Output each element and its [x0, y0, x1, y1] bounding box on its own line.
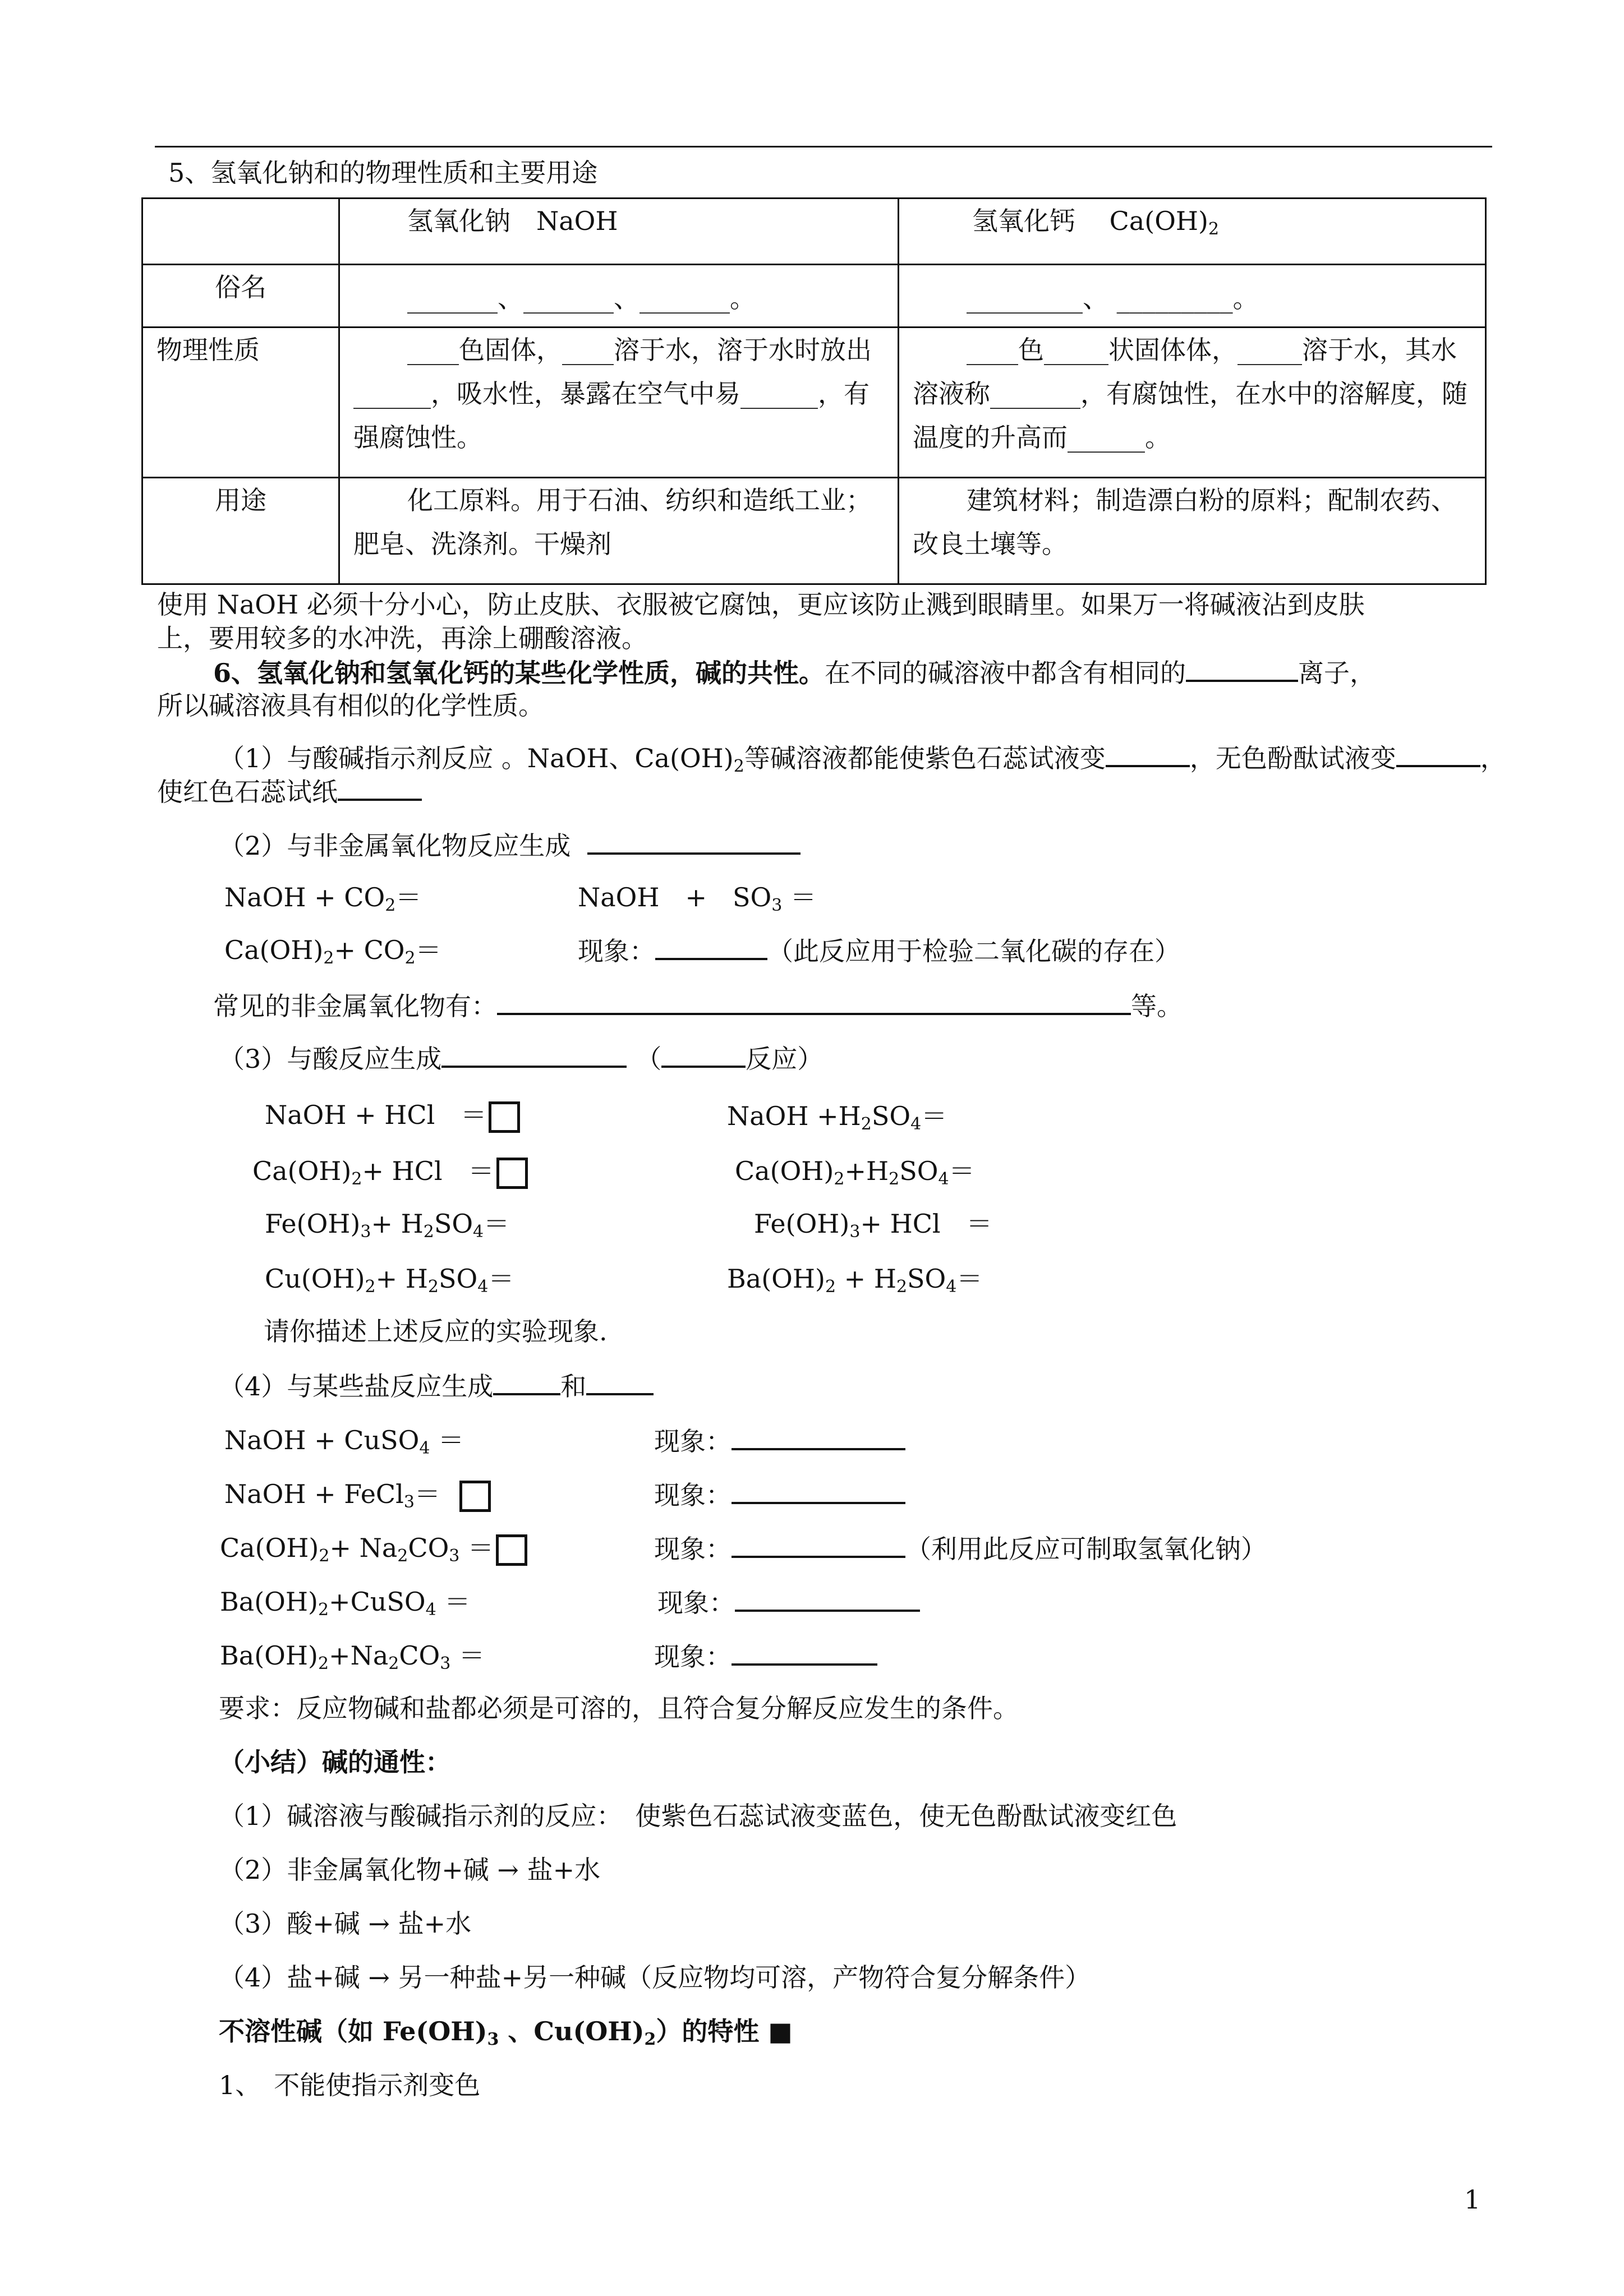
indicator-reaction: （1）与酸碱指示剂反应 。NaOH、$Ca(OH)_2$等碱溶液都能使紫色石蕊试液变 ，无色酚酞试液变 ， [219, 740, 1506, 775]
phenomenon-4: 现象： [657, 1585, 920, 1620]
phenomenon-2: 现象： [654, 1477, 905, 1512]
eq-naoh-so3: NaOH + $SO_3$ ＝ [578, 882, 816, 915]
phenomenon-5: 现象： [654, 1639, 877, 1673]
eq-naoh-fecl3: NaOH + FeCl$_3$＝ [224, 1477, 491, 1512]
section6-line2: 所以碱溶液具有相似的化学性质。 [157, 690, 544, 721]
answer-box[interactable] [496, 1534, 527, 1566]
row-label-physical: 物理性质 [142, 328, 339, 478]
properties-table [141, 197, 1487, 585]
eq-feoh-h2so4: $Fe(OH)_3+ H_2SO_4=$ [265, 1209, 510, 1242]
naoh-physical: ____色固体，____溶于水，溶于水时放出______，吸水性，暴露在空气中易______，有强腐蚀性。 [339, 328, 899, 478]
eq-naoh-h2so4: NaOH $+H_2SO_4=$ [727, 1101, 947, 1134]
page-number: 1 [1464, 2184, 1481, 2215]
caoh-uses: 建筑材料；制造漂白粉的原料；配制农药、改良土壤等。 [899, 478, 1486, 584]
salt-requirement: 要求：反应物碱和盐都必须是可溶的，且符合复分解反应发生的条件。 [219, 1693, 1019, 1723]
eq-caoh-h2so4: $Ca(OH)_2+H_2SO_4=$ [735, 1156, 975, 1189]
table-header-naoh: 氢氧化钠 NaOH [339, 199, 899, 265]
eq-cuoh-h2so4: $Cu(OH)_2+ H_2SO_4=$ [265, 1264, 514, 1297]
warning-line2: 上，要用较多的水冲洗，再涂上硼酸溶液。 [157, 623, 647, 653]
section5-title: 5、氢氧化钠和的物理性质和主要用途 [168, 158, 598, 188]
acid-reaction-title: （3）与酸反应生成 （ 反应） [219, 1041, 823, 1076]
eq-naoh-co2: NaOH + $CO_2=$ [224, 882, 422, 915]
eq-baoh-cuso4: $Ba(OH)_2+CuSO_4$ ＝ [220, 1587, 471, 1620]
summary-item-3: （3）酸+碱 → 盐+水 [219, 1908, 472, 1939]
summary-item-4: （4）盐+碱 → 另一种盐+另一种碱（反应物均可溶，产物符合复分解条件） [219, 1962, 1091, 1993]
caoh-physical: ____色_____状固体体，_____溶于水，其水溶液称_______，有腐蚀性，在水中的溶解度，随温度的升高而______。 [899, 328, 1486, 478]
common-oxides: 常见的非金属氧化物有： 等。 [213, 988, 1183, 1023]
eq-caoh-na2co3: $Ca(OH)_2+ Na_2CO_3$ ＝ [220, 1531, 527, 1566]
naoh-uses: 化工原料。用于石油、纺织和造纸工业；肥皂、洗涤剂。干燥剂 [339, 478, 899, 584]
eq-caoh-hcl: $Ca(OH)_2+$ HCl ＝ [252, 1154, 528, 1189]
eq-baoh-na2co3: $Ba(OH)_2+Na_2CO_3$ ＝ [220, 1640, 485, 1673]
summary-title: （小结）碱的通性： [219, 1747, 451, 1777]
warning-line1: 使用 NaOH 必须十分小心，防止皮肤、衣服被它腐蚀，更应该防止溅到眼睛里。如果万一将碱液沾到皮肤 [157, 589, 1365, 620]
eq-naoh-hcl: NaOH + HCl ＝ [265, 1098, 520, 1133]
eq-caoh-co2: $Ca(OH)_2+ CO_2=$ [224, 935, 441, 968]
salt-reaction-title: （4）与某些盐反应生成 和 [219, 1368, 654, 1403]
answer-box[interactable] [496, 1158, 528, 1189]
nonmetal-oxide-title: （2）与非金属氧化物反应生成 [219, 828, 801, 863]
row-label-uses: 用途 [142, 478, 339, 584]
eq-feoh-hcl: $Fe(OH)_3+$ HCl ＝ [754, 1209, 992, 1242]
answer-box[interactable] [489, 1101, 520, 1133]
phenomenon-1: 现象： [654, 1423, 905, 1458]
phenomenon-3: 现象： （利用此反应可制取氢氧化钠） [654, 1531, 1267, 1566]
answer-box[interactable] [459, 1481, 491, 1512]
caoh-common-name: _________、 _________。 [899, 265, 1486, 328]
table-header-caoh: 氢氧化钙 $Ca(OH)_2$ [899, 199, 1486, 265]
insoluble-item-1: 1、 不能使指示剂变色 [219, 2070, 481, 2100]
summary-item-1: （1）碱溶液与酸碱指示剂的反应： 使紫色石蕊试液变蓝色，使无色酚酞试液变红色 [219, 1801, 1177, 1831]
indicator-line2: 使红色石蕊试纸 [157, 774, 422, 809]
summary-item-2: （2）非金属氧化物+碱 → 盐+水 [219, 1855, 601, 1885]
section6-heading: 6、氢氧化钠和氢氧化钙的某些化学性质，碱的共性。在不同的碱溶液中都含有相同的 离子， [213, 655, 1375, 690]
insoluble-base-heading: 不溶性碱（如 $Fe(OH)_3$ 、$Cu(OH)_2$）的特性 ■ [219, 2016, 793, 2049]
header-rule [155, 146, 1492, 147]
eq-baoh-h2so4: $Ba(OH)_2 + H_2SO_4=$ [727, 1264, 983, 1297]
row-label-common-name: 俗名 [142, 265, 339, 328]
co2-phenomenon: 现象： （此反应用于检验二氧化碳的存在） [578, 933, 1180, 968]
eq-naoh-cuso4: NaOH + CuSO$_4$ ＝ [224, 1425, 464, 1458]
table-header-blank [142, 199, 339, 265]
naoh-common-name: _______、_______、_______。 [339, 265, 899, 328]
describe-prompt: 请你描述上述反应的实验现象. [264, 1316, 608, 1347]
